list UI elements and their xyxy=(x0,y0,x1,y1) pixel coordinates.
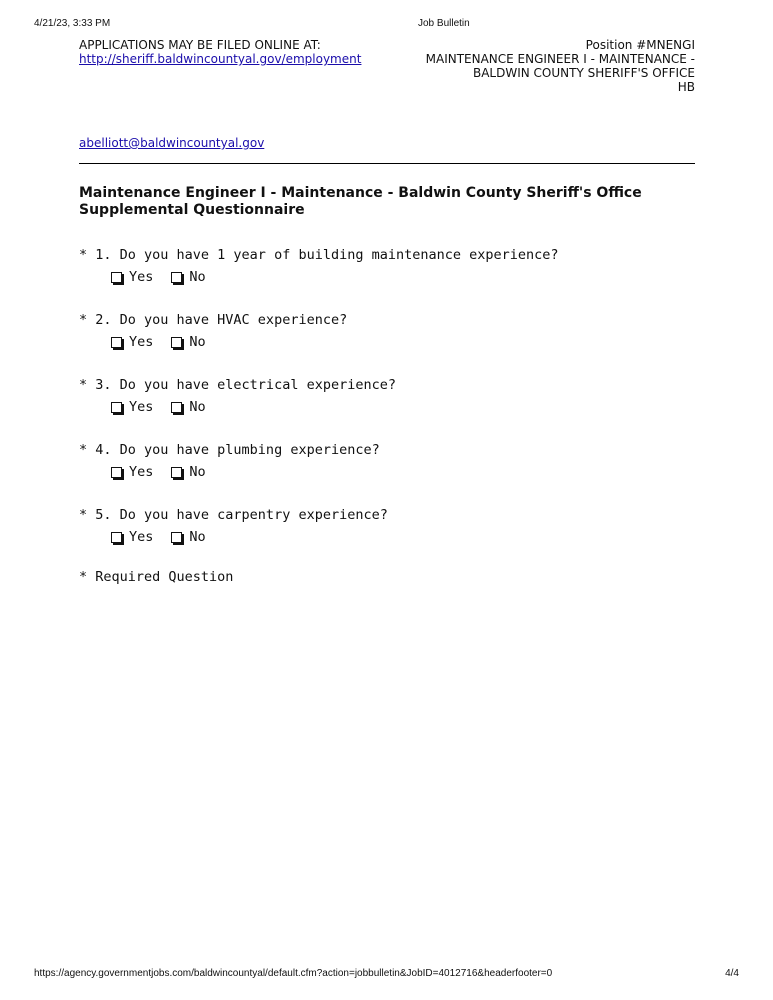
apply-link[interactable]: http://sheriff.baldwincountyal.gov/employment xyxy=(79,52,362,66)
required-question-note: * Required Question xyxy=(79,569,234,585)
option-yes[interactable] xyxy=(111,398,153,416)
option-no[interactable] xyxy=(171,268,205,286)
question-text: * 3. Do you have electrical experience? xyxy=(79,377,396,393)
checkbox-icon[interactable] xyxy=(111,467,122,478)
checkbox-icon[interactable] xyxy=(171,467,182,478)
option-label: Yes xyxy=(129,334,154,350)
checkbox-icon[interactable] xyxy=(171,532,182,543)
question-text: * 2. Do you have HVAC experience? xyxy=(79,312,348,328)
position-info xyxy=(426,38,695,94)
checkbox-icon[interactable] xyxy=(171,402,182,413)
option-label: Yes xyxy=(129,269,154,285)
question-4 xyxy=(79,441,559,506)
option-yes[interactable] xyxy=(111,268,153,286)
option-label: No xyxy=(189,399,206,415)
header-divider xyxy=(79,163,695,164)
question-2 xyxy=(79,311,559,376)
option-label: No xyxy=(189,334,206,350)
position-number: Position #MNENGI xyxy=(585,38,695,52)
print-timestamp: 4/21/23, 3:33 PM xyxy=(34,18,111,29)
questionnaire-title-line-1: Maintenance Engineer I - Maintenance - Baldwin County Sheriff's Office xyxy=(79,185,642,201)
answer-options xyxy=(79,268,559,286)
position-title-line-1: MAINTENANCE ENGINEER I - MAINTENANCE - xyxy=(425,52,695,66)
checkbox-icon[interactable] xyxy=(111,402,122,413)
question-text: * 1. Do you have 1 year of building maintenance experience? xyxy=(79,247,559,263)
option-label: No xyxy=(189,269,206,285)
question-3 xyxy=(79,376,559,441)
checkbox-icon[interactable] xyxy=(171,272,182,283)
option-label: No xyxy=(189,464,206,480)
answer-options xyxy=(79,398,559,416)
question-5 xyxy=(79,506,559,571)
checkbox-icon[interactable] xyxy=(111,532,122,543)
question-1 xyxy=(79,246,559,311)
question-text: * 4. Do you have plumbing experience? xyxy=(79,442,380,458)
contact-email-link[interactable]: abelliott@baldwincountyal.gov xyxy=(79,136,265,150)
print-page-number: 4/4 xyxy=(725,968,739,979)
option-no[interactable] xyxy=(171,463,205,481)
questionnaire-title-line-2: Supplemental Questionnaire xyxy=(79,202,305,218)
apply-label: APPLICATIONS MAY BE FILED ONLINE AT: xyxy=(79,38,321,52)
checkbox-icon[interactable] xyxy=(111,337,122,348)
option-yes[interactable] xyxy=(111,528,153,546)
checkbox-icon[interactable] xyxy=(171,337,182,348)
answer-options xyxy=(79,528,559,546)
option-label: Yes xyxy=(129,464,154,480)
questionnaire-title xyxy=(79,185,695,219)
print-page-title: Job Bulletin xyxy=(418,18,470,29)
option-yes[interactable] xyxy=(111,333,153,351)
position-title-line-2: BALDWIN COUNTY SHERIFF'S OFFICE xyxy=(472,66,695,80)
option-label: Yes xyxy=(129,399,154,415)
answer-options xyxy=(79,463,559,481)
option-label: No xyxy=(189,529,206,545)
question-list xyxy=(79,246,559,586)
checkbox-icon[interactable] xyxy=(111,272,122,283)
answer-options xyxy=(79,333,559,351)
option-yes[interactable] xyxy=(111,463,153,481)
apply-online-block xyxy=(79,38,361,66)
position-code: HB xyxy=(677,80,695,94)
option-no[interactable] xyxy=(171,398,205,416)
option-label: Yes xyxy=(129,529,154,545)
print-header xyxy=(34,18,739,32)
option-no[interactable] xyxy=(171,528,205,546)
option-no[interactable] xyxy=(171,333,205,351)
question-text: * 5. Do you have carpentry experience? xyxy=(79,507,388,523)
print-url: https://agency.governmentjobs.com/baldwincountyal/default.cfm?action=jobbulletin&JobID=4012716&headerfooter=0 xyxy=(34,968,553,979)
